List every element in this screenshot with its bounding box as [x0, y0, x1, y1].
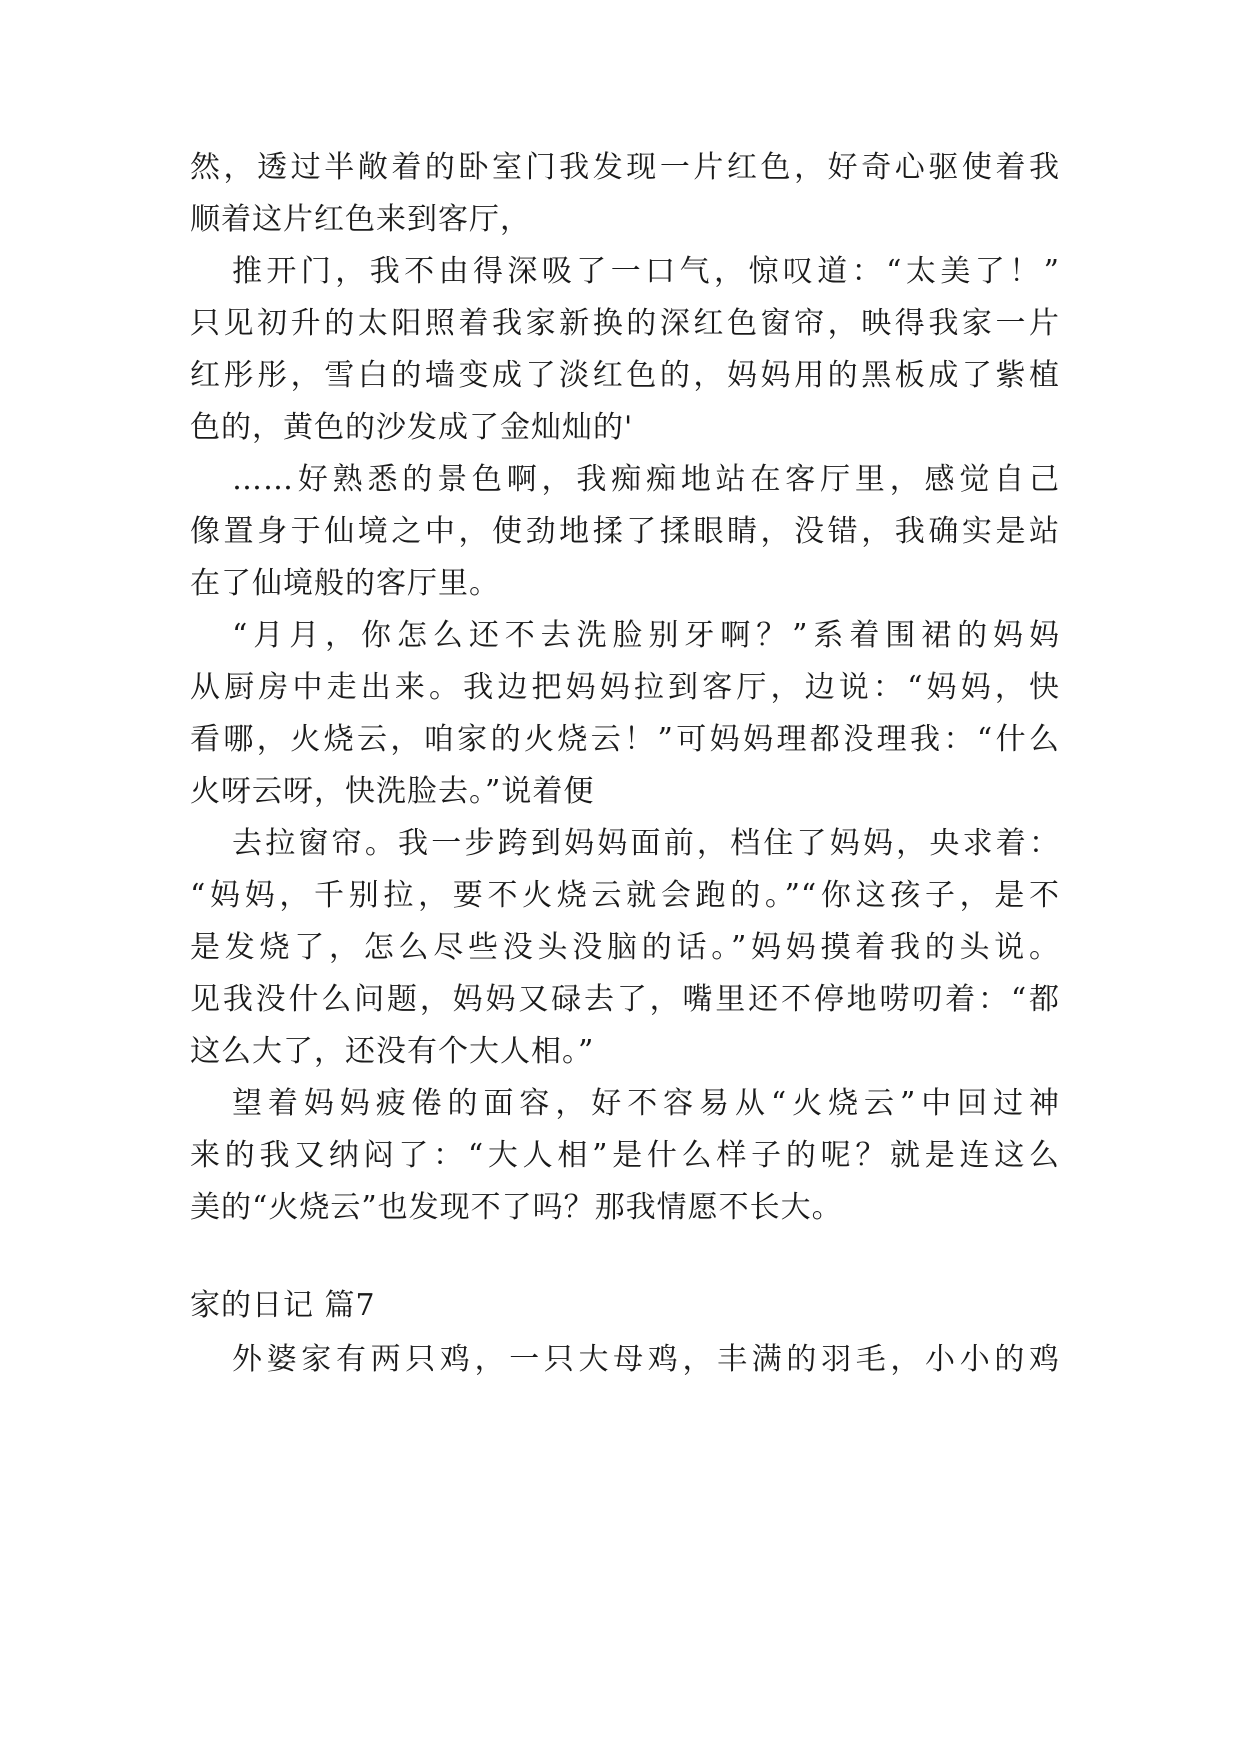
paragraph-line: 来的我又纳闷了：“大人相”是什么样子的呢？就是连这么	[190, 1138, 1060, 1173]
paragraph-line: “妈妈，千别拉，要不火烧云就会跑的。”“你这孩子，是不	[190, 878, 1060, 913]
paragraph-line: 从厨房中走出来。我边把妈妈拉到客厅，边说：“妈妈，快	[190, 670, 1060, 705]
paragraph-line: 顺着这片红色来到客厅，	[190, 202, 531, 237]
paragraph-line: “月月，你怎么还不去洗脸别牙啊？”系着围裙的妈妈	[232, 618, 1060, 653]
paragraph-line: 红彤彤，雪白的墙变成了淡红色的，妈妈用的黑板成了紫植	[190, 358, 1060, 393]
paragraph-line: 只见初升的太阳照着我家新换的深红色窗帘，映得我家一片	[190, 306, 1060, 341]
section-heading: 家的日记 篇7	[190, 1288, 376, 1323]
paragraph-line: 火呀云呀，快洗脸去。”说着便	[190, 774, 595, 809]
paragraph-line: 这么大了，还没有个大人相。”	[190, 1034, 595, 1069]
paragraph-line: 在了仙境般的客厅里。	[190, 566, 500, 601]
paragraph-line: 美的“火烧云”也发现不了吗？那我情愿不长大。	[190, 1190, 843, 1225]
paragraph-line: 推开门，我不由得深吸了一口气，惊叹道：“太美了！”	[232, 254, 1060, 289]
paragraph-line: 是发烧了，怎么尽些没头没脑的话。”妈妈摸着我的头说。	[190, 930, 1060, 965]
paragraph-line: 去拉窗帘。我一步跨到妈妈面前，档住了妈妈，央求着：	[232, 826, 1060, 861]
paragraph-line: 看哪，火烧云，咱家的火烧云！”可妈妈理都没理我：“什么	[190, 722, 1060, 757]
paragraph-line: ……好熟悉的景色啊，我痴痴地站在客厅里，感觉自己	[232, 462, 1060, 497]
paragraph-line: 外婆家有两只鸡，一只大母鸡，丰满的羽毛，小小的鸡	[232, 1342, 1060, 1377]
paragraph-line: 望着妈妈疲倦的面容，好不容易从“火烧云”中回过神	[232, 1086, 1060, 1121]
paragraph-line: 像置身于仙境之中，使劲地揉了揉眼睛，没错，我确实是站	[190, 514, 1060, 549]
paragraph-line: 色的，黄色的沙发成了金灿灿的'	[190, 410, 634, 445]
paragraph-line: 见我没什么问题，妈妈又碌去了，嘴里还不停地唠叨着：“都	[190, 982, 1060, 1017]
paragraph-line: 然，透过半敞着的卧室门我发现一片红色，好奇心驱使着我	[190, 150, 1060, 185]
